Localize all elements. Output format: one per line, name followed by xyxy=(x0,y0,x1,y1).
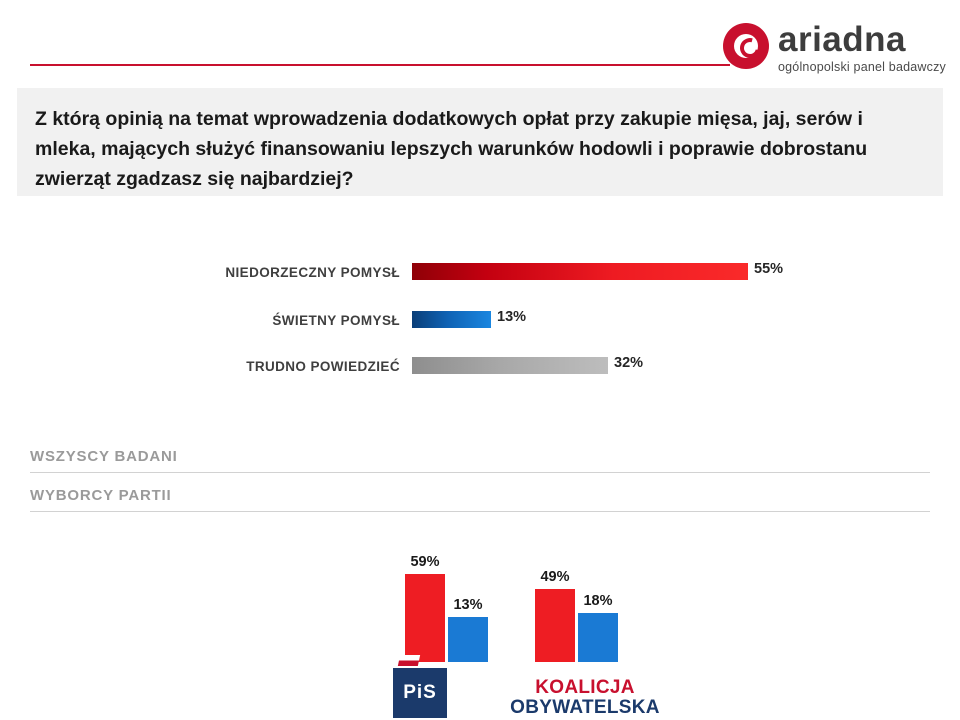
column-value: 13% xyxy=(453,597,483,613)
bars-area xyxy=(495,552,675,662)
section-party-voters xyxy=(30,487,930,512)
section-label: WSZYSCY BADANI xyxy=(30,448,178,465)
table-row xyxy=(0,354,960,380)
column-bar xyxy=(578,613,618,662)
column-value: 49% xyxy=(540,569,570,585)
pis-flag-icon xyxy=(398,655,420,666)
column-bar xyxy=(405,574,445,662)
question-band xyxy=(17,88,943,196)
ko-logo-line2: OBYWATELSKA xyxy=(510,697,660,718)
bar-track xyxy=(412,263,748,280)
question-text: Z którą opinią na temat wprowadzenia dodatkowych opłat przy zakupie mięsa, jaj, serów i mleka, mających służyć finansowaniu lepszych warunków hodowli i poprawie dobrostanu zwierząt zgadzasz się najbardziej? xyxy=(35,108,868,190)
section-divider xyxy=(30,511,930,512)
bar-label: NIEDORZECZNY POMYSŁ xyxy=(225,265,400,280)
brand-tagline: ogólnopolski panel badawczy xyxy=(777,60,946,74)
overall-bar-chart xyxy=(0,246,960,386)
bar-fill xyxy=(412,357,608,374)
table-row xyxy=(0,260,960,286)
ariadna-logo-text xyxy=(778,22,946,74)
column-value: 59% xyxy=(410,554,440,570)
bar-fill xyxy=(412,263,748,280)
section-divider xyxy=(30,472,930,473)
section-all-respondents xyxy=(30,448,930,473)
bar-value: 55% xyxy=(754,261,784,277)
bar-track xyxy=(412,311,491,328)
bar-label: ŚWIETNY POMYSŁ xyxy=(272,313,400,328)
bar-value: 32% xyxy=(614,355,644,371)
table-row xyxy=(0,308,960,334)
brand-name: ariadna xyxy=(777,20,906,59)
ariadna-logo xyxy=(723,22,946,74)
bar-fill xyxy=(412,311,491,328)
pis-logo xyxy=(393,668,447,718)
party-column-chart xyxy=(0,520,960,720)
bar-label: TRUDNO POWIEDZIEĆ xyxy=(246,359,400,374)
ko-logo-line1: KOALICJA xyxy=(535,677,635,698)
section-label: WYBORCY PARTII xyxy=(30,487,172,504)
column-swietny xyxy=(578,593,618,662)
header-divider xyxy=(30,64,730,66)
pis-logo-text: PiS xyxy=(403,682,437,703)
column-swietny xyxy=(448,597,488,662)
page-header xyxy=(0,0,960,90)
column-value: 18% xyxy=(583,593,613,609)
ariadna-spiral-icon xyxy=(723,23,769,69)
bar-track xyxy=(412,357,608,374)
column-niedorzeczny xyxy=(405,554,445,662)
bar-value: 13% xyxy=(497,309,527,325)
ko-logo xyxy=(497,678,673,718)
column-bar xyxy=(448,617,488,662)
